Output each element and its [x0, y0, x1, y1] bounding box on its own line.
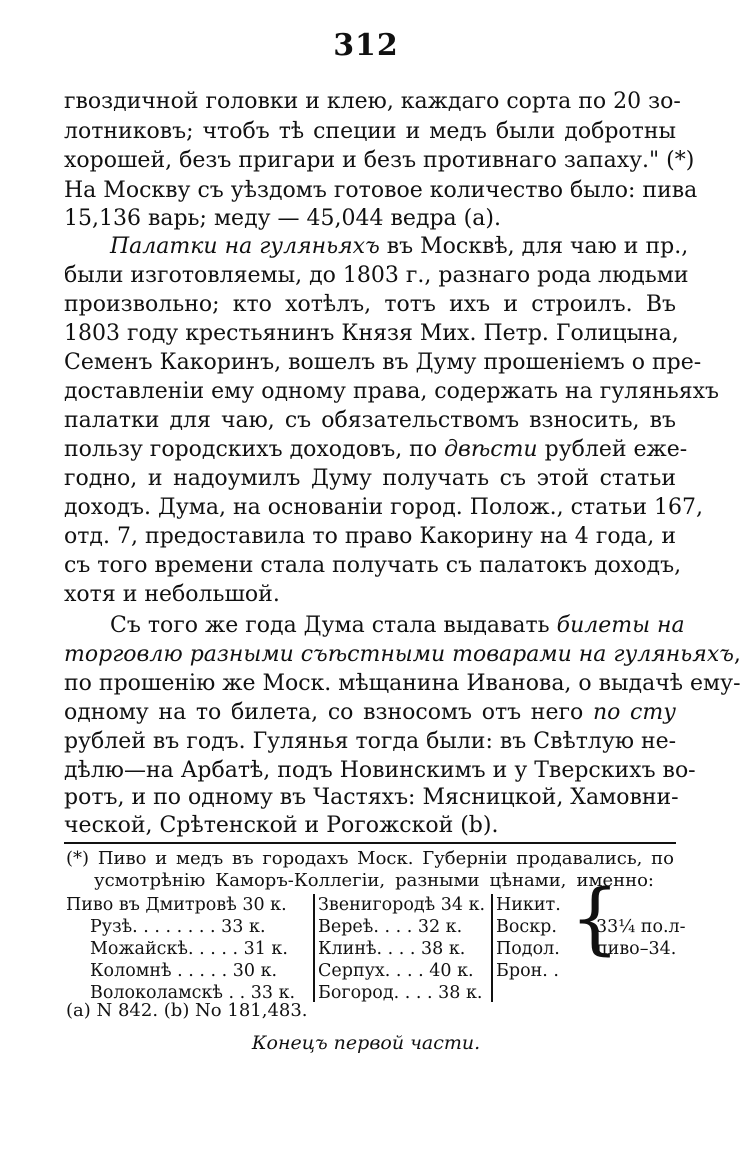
text-line: отд. 7, предоставила то право Какорину на 4 года, и	[64, 524, 676, 549]
text-line: хотя и небольшой.	[64, 582, 280, 607]
text-line: доходъ. Дума, на основаніи город. Полож., статьи 167,	[64, 495, 704, 520]
curly-brace-icon: {	[570, 874, 620, 964]
table-cell: Воскр.	[496, 917, 557, 937]
table-cell: Пиво въ Дмитровѣ 30 к.	[66, 895, 287, 915]
text-span: рублей еже-	[544, 437, 688, 462]
text-span: одному на то билета, со взносомъ отъ него	[64, 700, 584, 725]
text-line	[110, 233, 689, 263]
table-cell: Клинѣ. . . . 38 к.	[318, 939, 466, 959]
footnote-line: (*) Пиво и медъ въ городахъ Моск. Губерніи продавались, по	[66, 848, 674, 869]
footnote-divider	[64, 842, 676, 844]
text-line: ческой, Срѣтенской и Рогожской (b).	[64, 813, 499, 838]
table-cell: Можайскѣ. . . . . 31 к.	[90, 939, 288, 959]
italic-phrase: билеты на	[556, 613, 685, 638]
table-cell: Волоколамскѣ . . 33 к.	[90, 983, 296, 1003]
table-cell: 33¼ по.л-	[596, 917, 686, 937]
text-line	[110, 612, 685, 642]
text-span: пользу городскихъ доходовъ, по	[64, 437, 438, 462]
text-span: ,	[733, 642, 741, 667]
text-line: съ того времени стала получать съ палатокъ доходъ,	[64, 553, 682, 578]
text-line: гвоздичной головки и клею, каждаго сорта по 20 зо-	[64, 89, 681, 114]
italic-phrase: двѣсти	[444, 437, 538, 462]
table-cell: Рузѣ. . . . . . . . 33 к.	[90, 917, 266, 937]
text-line: рублей въ годъ. Гулянья тогда были: въ Свѣтлую не-	[64, 729, 677, 754]
text-line: доставленіи ему одному права, содержать на гуляньяхъ	[64, 379, 720, 404]
table-cell: Верeѣ. . . . 32 к.	[318, 917, 463, 937]
text-span: Съ того же года Дума стала выдавать	[110, 613, 550, 638]
footnote-line: усмотрѣнію Каморъ-Коллегіи, разными цѣнами, именно:	[94, 870, 654, 891]
table-cell: Серпух. . . . 40 к.	[318, 961, 474, 981]
text-line: дѣлю—на Арбатѣ, подъ Новинскимъ и у Тверскихъ во-	[64, 758, 696, 783]
footnote-references: (а) N 842. (b) No 181,483.	[66, 1000, 308, 1021]
text-line	[64, 699, 676, 729]
text-line: хорошей, безъ пригари и безъ противнаго запаху." (*)	[64, 148, 695, 173]
table-cell: Коломнѣ . . . . . 30 к.	[90, 961, 278, 981]
column-divider	[313, 894, 315, 1002]
italic-phrase: Палатки на гуляньяхъ	[110, 234, 380, 259]
text-line: по прошенію же Моск. мѣщанина Иванова, о выдачѣ ему-	[64, 671, 741, 696]
text-line	[64, 641, 741, 671]
text-line: На Москву съ уѣздомъ готовое количество было: пива	[64, 178, 698, 203]
end-of-part-note: Конецъ первой части.	[251, 1032, 481, 1054]
table-cell: пиво–34.	[596, 939, 677, 959]
table-cell: Подол.	[496, 939, 560, 959]
text-line: были изготовляемы, до 1803 г., разнаго рода людьми	[64, 263, 689, 288]
text-span: въ Москвѣ, для чаю и пр.,	[386, 234, 689, 259]
text-line: произвольно; кто хотѣлъ, тотъ ихъ и строилъ. Въ	[64, 292, 676, 317]
text-line: 15,136 варь; меду — 45,044 ведра (а).	[64, 206, 501, 231]
italic-phrase: торговлю разными съѣстными товарами на гуляньяхъ	[64, 642, 734, 667]
text-line: годно, и надоумилъ Думу получать съ этой статьи	[64, 466, 676, 491]
column-divider	[491, 894, 493, 1002]
text-line: ротъ, и по одному въ Частяхъ: Мясницкой, Хамовни-	[64, 785, 679, 810]
table-cell: Богород. . . . 38 к.	[318, 983, 483, 1003]
text-line	[64, 436, 688, 466]
text-line: 1803 году крестьянинъ Князя Мих. Петр. Голицына,	[64, 321, 679, 346]
table-cell: Звенигородѣ 34 к.	[318, 895, 486, 915]
text-line: лотниковъ; чтобъ тѣ специи и медъ были добротны	[64, 119, 676, 144]
text-line: Семенъ Какоринъ, вошелъ въ Думу прошеніемъ о пре-	[64, 350, 702, 375]
text-line: палатки для чаю, съ обязательствомъ взносить, въ	[64, 408, 676, 433]
table-cell: Никит.	[496, 895, 561, 915]
page-number: 312	[333, 28, 399, 63]
italic-phrase: по сту	[592, 700, 676, 725]
table-cell: Брон. .	[496, 961, 559, 981]
